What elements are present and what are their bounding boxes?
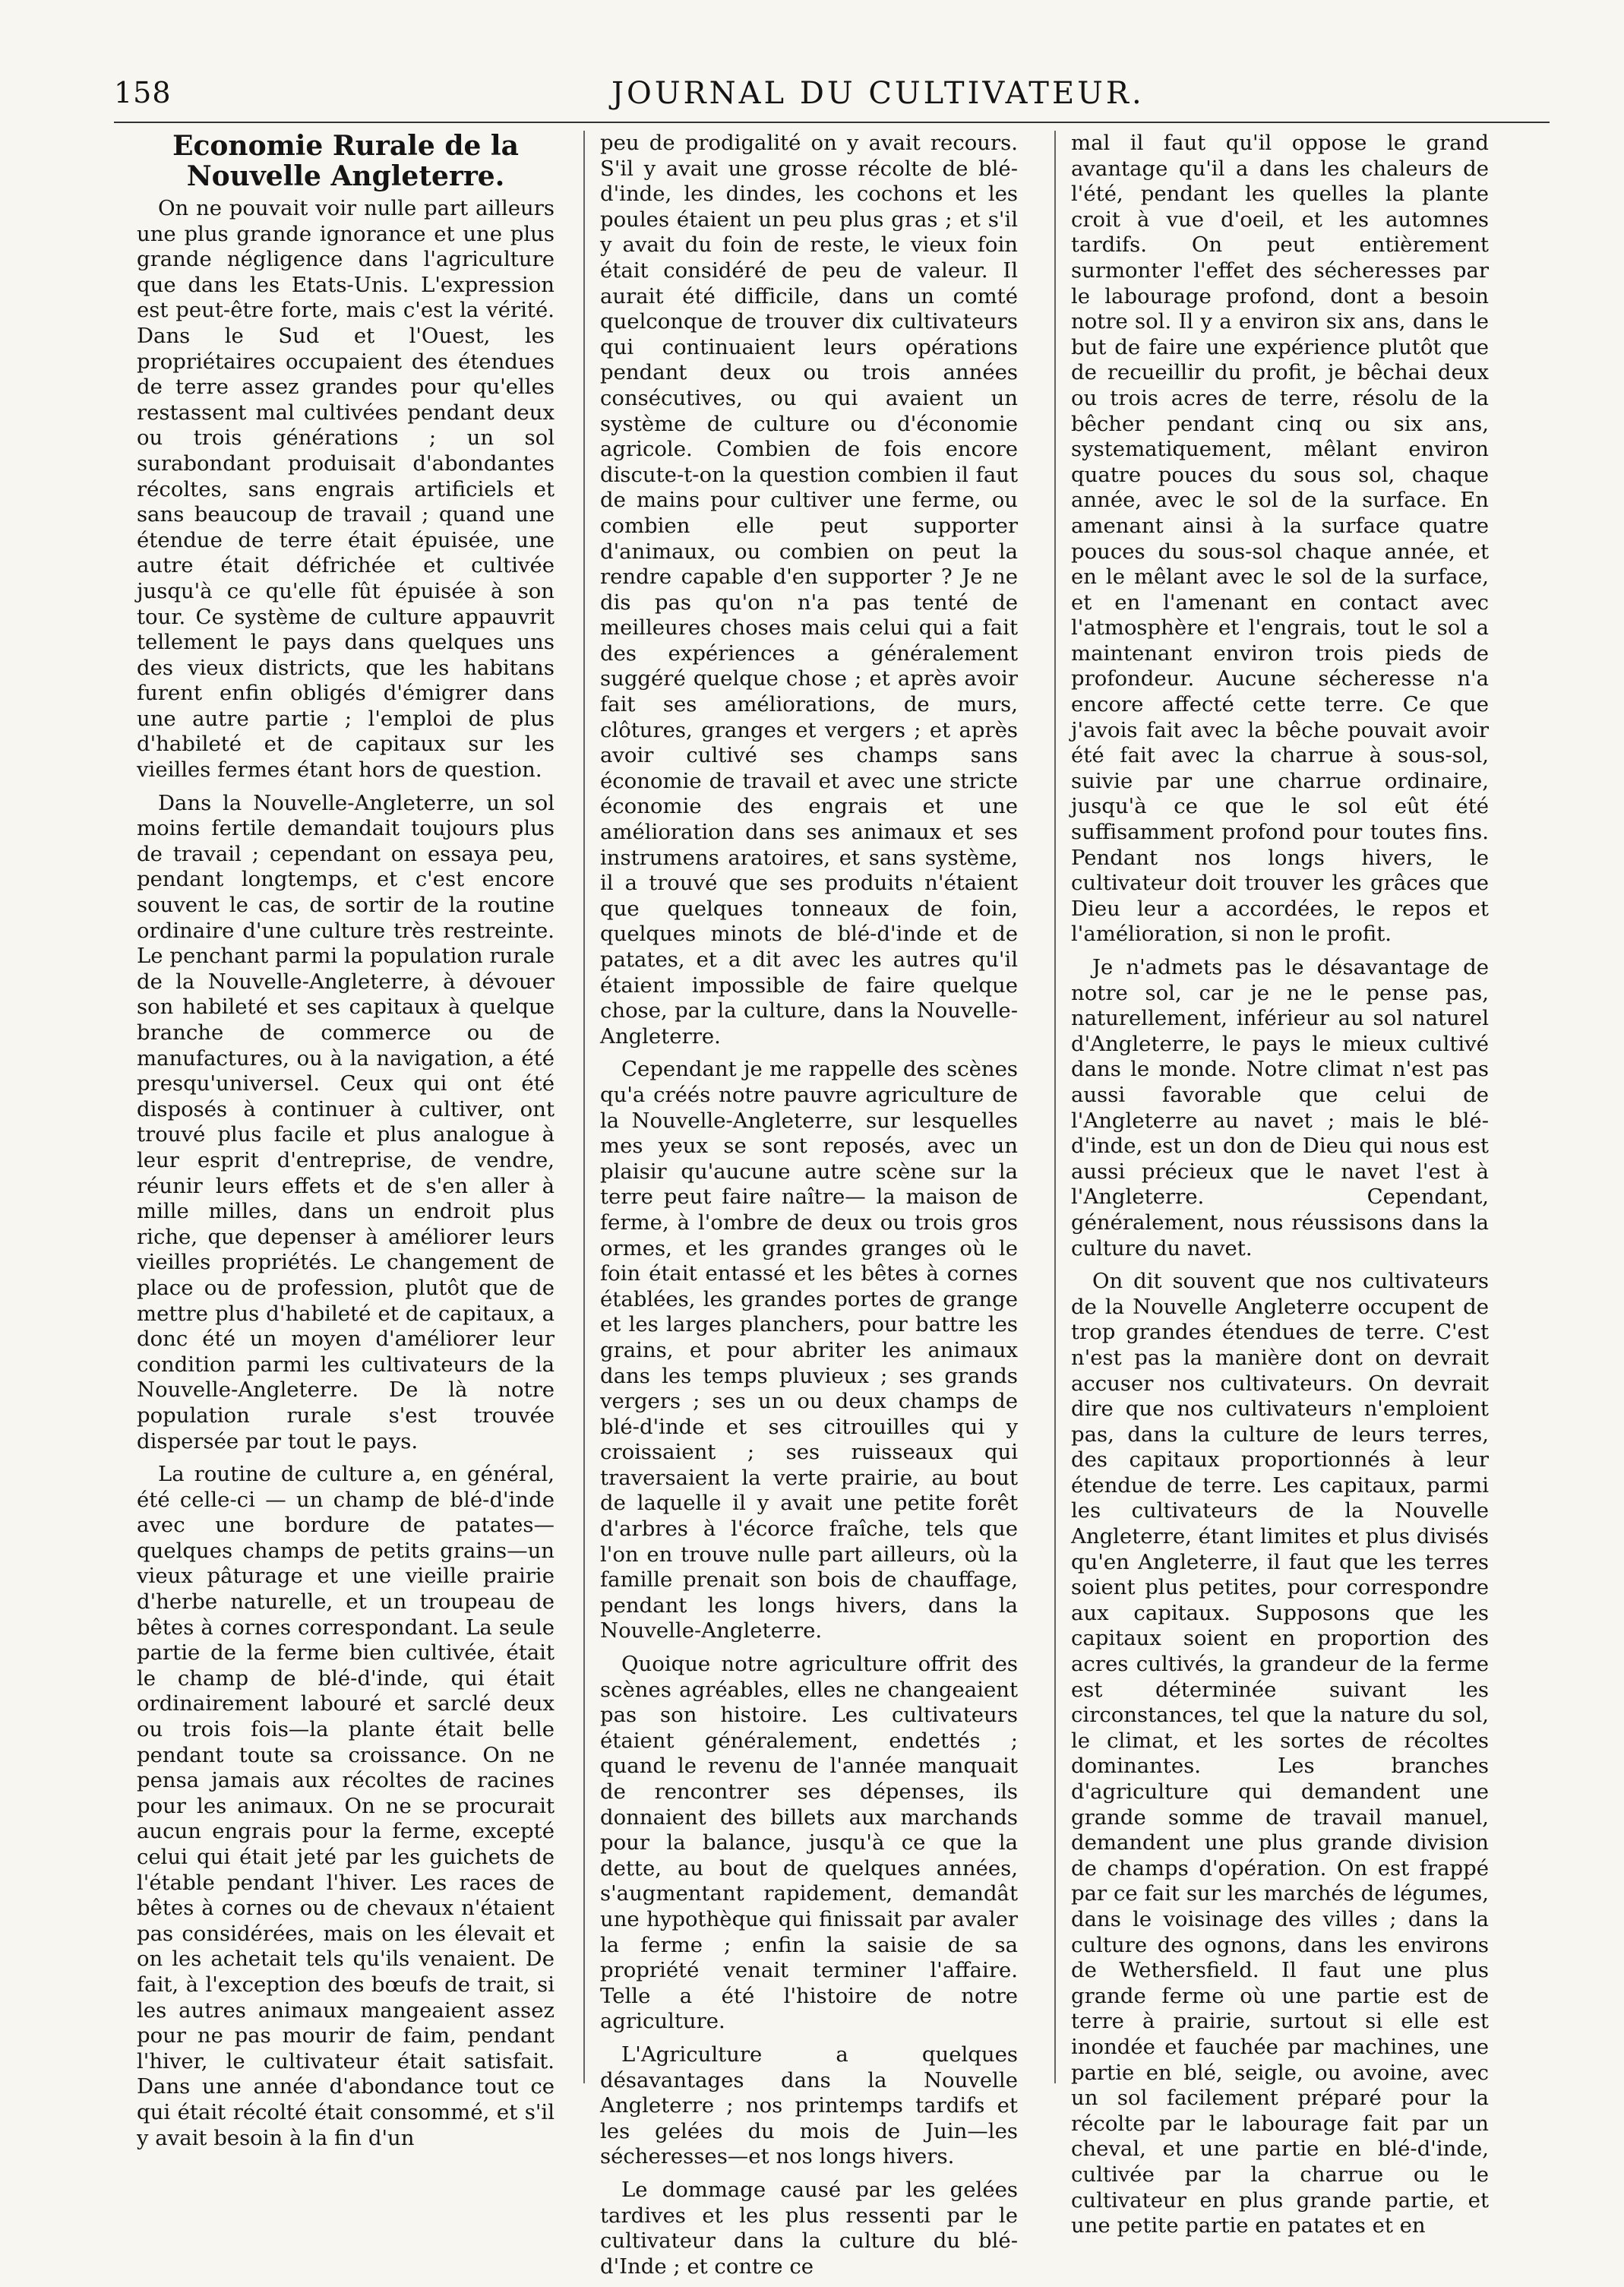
page-number: 158 (114, 76, 172, 109)
paragraph: Dans la Nouvelle-Angleterre, un sol moins fertile demandait toujours plus de travail ; cependant on essaya peu, pendant longtemps, et c'est encore souvent le cas, de sortir de la routine ordinaire d'une culture très restreinte. Le penchant parmi la population rurale de la Nouvelle-Angleterre, à dévouer son habileté et ses capitaux à quelque branche de commerce ou de manufactures, ou à la navigation, a été presqu'universel. Ceux qui ont été disposés à continuer à cultiver, ont trouvé plus facile et plus analogue à leur esprit d'entreprise, de vendre, réunir leurs effets et de s'en aller à mille milles, dans un endroit plus riche, que depenser à améliorer leurs vieilles propriétés. Le changement de place ou de profession, plutôt que de mettre plus d'habileté et de capitaux, a donc été un moyen d'améliorer leur condition parmi les cultivateurs de la Nouvelle-Angleterre. De là notre population rurale s'est trouvée dispersée par tout le pays. (137, 790, 554, 1453)
paragraph: Le dommage causé par les gelées tardives et les plus ressenti par le cultivateur dans la culture du blé-d'Inde ; et contre ce (600, 2177, 1018, 2279)
column-2 (600, 131, 1018, 2287)
paragraph: peu de prodigalité on y avait recours. S'il y avait une grosse récolte de blé-d'inde, les dindes, les cochons et les poules étaient un peu plus gras ; et s'il y avait du foin de reste, le vieux foin était considéré de peu de valeur. Il aurait été difficile, dans un comté quelconque de trouver dix cultivateurs qui continuaient leurs opérations pendant deux ou trois années consécutives, ou qui avaient un système de culture ou d'économie agricole. Combien de fois encore discute-t-on la question combien il faut de mains pour cultiver une ferme, ou combien elle peut supporter d'animaux, ou combien on peut la rendre capable d'en supporter ? Je ne dis pas qu'on n'a pas tenté de meilleures choses mais celui qui a fait des expériences a généralement suggéré quelque chose ; et après avoir fait ses améliorations, de murs, clôtures, granges et vergers ; et après avoir cultivé ses champs sans économie de travail et avec une stricte économie des engrais et une amélioration dans ses animaux et ses instrumens aratoires, et sans système, il a trouvé que ses produits n'étaient que quelques tonneaux de foin, quelques minots de blé-d'inde et de patates, et a dit avec les autres qu'il étaient impossible de faire quelque chose, par la culture, dans la Nouvelle-Angleterre. (600, 131, 1018, 1049)
article-title: Economie Rurale de la Nouvelle Angleterre. (172, 130, 519, 192)
paragraph: L'Agriculture a quelques désavantages dans la Nouvelle Angleterre ; nos printemps tardifs et les gelées du mois de Juin—les sécheresses—et nos longs hivers. (600, 2042, 1018, 2169)
column-divider (583, 131, 585, 2083)
paragraph: mal il faut qu'il oppose le grand avantage qu'il a dans les chaleurs de l'été, pendant les quelles la plante croit à vue d'oeil, et les automnes tardifs. On peut entièrement surmonter l'effet des sécheresses par le labourage profond, dont a besoin notre sol. Il y a environ six ans, dans le but de faire une expérience plutôt que de recueillir du profit, je bêchai deux ou trois acres de terre, résolu de la bêcher pendant cinq ou six ans, systematiquement, mêlant environ quatre pouces du sous sol, chaque année, avec le sol de la surface. En amenant ainsi à la surface quatre pouces du sous-sol chaque année, et en le mêlant avec le sol de la surface, et en l'amenant en contact avec l'atmosphère et l'engrais, tout le sol a maintenant environ trois pieds de profondeur. Aucune sécheresse n'a encore affecté cette terre. Ce que j'avois fait avec la bêche pouvait avoir été fait avec la charrue à sous-sol, suivie par une charrue ordinaire, jusqu'à ce que le sol eût été suffisamment profond pour toutes fins. Pendant nos longs hivers, le cultivateur doit trouver les grâces que Dieu leur a accordées, le repos et l'amélioration, si non le profit. (1071, 131, 1489, 947)
column-3 (1071, 131, 1489, 2247)
paragraph: Je n'admets pas le désavantage de notre sol, car je ne le pense pas, naturellement, inférieur au sol naturel d'Angleterre, le pays le mieux cultivé dans le monde. Notre climat n'est pas aussi favorable que celui de l'Angleterre au navet ; mais le blé-d'inde, est un don de Dieu qui nous est aussi précieux que le navet l'est à l'Angleterre. Cependant, généralement, nous réussisons dans la culture du navet. (1071, 955, 1489, 1261)
column-1 (137, 131, 554, 2159)
paragraph: On ne pouvait voir nulle part ailleurs une plus grande ignorance et une plus grande négligence dans l'agriculture que dans les Etats-Unis. L'expression est peut-être forte, mais c'est la vérité. Dans le Sud et l'Ouest, les propriétaires occupaient des étendues de terre assez grandes pour qu'elles restassent mal cultivées pendant deux ou trois générations ; un sol surabondant produisait d'abondantes récoltes, sans engrais artificiels et sans beaucoup de travail ; quand une étendue de terre était épuisée, une autre était défrichée et cultivée jusqu'à ce qu'elle fût épuisée à son tour. Ce système de culture appauvrit tellement le pays dans quelques uns des vieux districts, que les habitans furent enfin obligés d'émigrer dans une autre partie ; l'emploi de plus d'habileté et de capitaux sur les vieilles fermes étant hors de question. (137, 196, 554, 783)
page-header (0, 76, 1624, 122)
paragraph: Quoique notre agriculture offrit des scènes agréables, elles ne changeaient pas son histoire. Les cultivateurs étaient généralement, endettés ; quand le revenu de l'année manquait de rencontrer ses dépenses, ils donnaient des billets aux marchands pour la balance, jusqu'à ce que la dette, au bout de quelques années, s'augmentant rapidement, demandât une hypothèque qui finissait par avaler la ferme ; enfin la saisie de sa propriété venait terminer l'affaire. Telle a été l'histoire de notre agriculture. (600, 1652, 1018, 2034)
column-divider (1054, 131, 1056, 2083)
journal-title: JOURNAL DU CULTIVATEUR. (611, 76, 1145, 111)
header-rule (114, 122, 1550, 123)
paragraph: La routine de culture a, en général, été celle-ci — un champ de blé-d'inde avec une bordure de patates—quelques champs de petits grains—un vieux pâturage et une vieille prairie d'herbe naturelle, et un troupeau de bêtes à cornes correspondant. La seule partie de la ferme bien cultivée, était le champ de blé-d'inde, qui était ordinairement labouré et sarclé deux ou trois fois—la plante était belle pendant toute sa croissance. On ne pensa jamais aux récoltes de racines pour les animaux. On ne se procurait aucun engrais pour la ferme, excepté celui qui était jeté par les guichets de l'étable pendant l'hiver. Les races de bêtes à cornes ou de chevaux n'étaient pas considérées, mais on les élevait et on les achetait tels qu'ils venaient. De fait, à l'exception des bœufs de trait, si les autres animaux mangeaient assez pour ne pas mourir de faim, pendant l'hiver, le cultivateur était satisfait. Dans une année d'abondance tout ce qui était récolté était consommé, et s'il y avait besoin à la fin d'un (137, 1462, 554, 2150)
paragraph: Cependant je me rappelle des scènes qu'a créés notre pauvre agriculture de la Nouvelle-Angleterre, sur lesquelles mes yeux se sont reposés, avec un plaisir qu'aucune autre scène sur la terre peut faire naître— la maison de ferme, à l'ombre de deux ou trois gros ormes, et les grandes granges où le foin était entassé et les bêtes à cornes établées, les grandes portes de grange et les larges planchers, pour battre les grains, et pour abriter les animaux dans les temps pluvieux ; ses grands vergers ; ses un ou deux champs de blé-d'inde et ses citrouilles qui y croissaient ; ses ruisseaux qui traversaient la verte prairie, au bout de laquelle il y avait une petite forêt d'arbres à l'écorce fraîche, tels que l'on en trouve nulle part ailleurs, où la famille prenait son bois de chauffage, pendant les longs hivers, dans la Nouvelle-Angleterre. (600, 1057, 1018, 1643)
paragraph: On dit souvent que nos cultivateurs de la Nouvelle Angleterre occupent de trop grandes étendues de terre. C'est n'est pas la manière dont on devrait accuser nos cultivateurs. On devrait dire que nos cultivateurs n'emploient pas, dans la culture de leurs terres, des capitaux proportionnés à leur étendue de terre. Les capitaux, parmi les cultivateurs de la Nouvelle Angleterre, étant limites et plus divisés qu'en Angleterre, il faut que les terres soient plus petites, pour correspondre aux capitaux. Supposons que les capitaux soient en proportion des acres cultivés, la grandeur de la ferme est déterminée suivant les circonstances, tel que la nature du sol, le climat, et les sortes de récoltes dominantes. Les branches d'agriculture qui demandent une grande somme de travail manuel, demandent une plus grande division de champs d'opération. On est frappé par ce fait sur les marchés de légumes, dans le voisinage des villes ; dans la culture des ognons, dans les environs de Wethersfield. Il faut une plus grande ferme où une partie est de terre à prairie, surtout si elle est inondée et fauchée par machines, une partie en blé, seigle, ou avoine, avec un sol facilement préparé pour la récolte par le labourage fait par un cheval, et une partie en blé-d'inde, cultivée par la charrue ou le cultivateur en plus grande partie, et une petite partie en patates et en (1071, 1269, 1489, 2238)
